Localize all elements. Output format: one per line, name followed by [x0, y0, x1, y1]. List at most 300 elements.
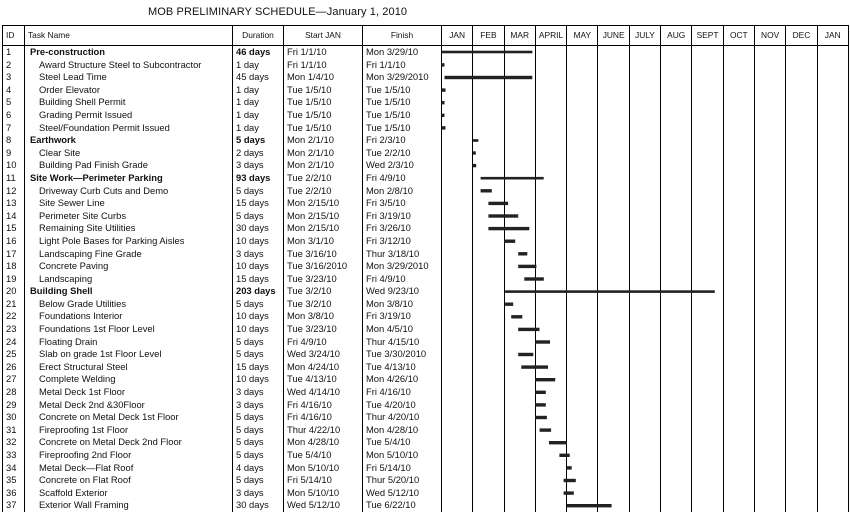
task-start: Tue 3/23/10 [284, 273, 363, 286]
month-cell [786, 373, 817, 386]
schedule-body [3, 46, 849, 512]
task-finish: Fri 3/26/10 [363, 222, 442, 235]
month-cell [598, 109, 629, 122]
month-cell [442, 298, 473, 311]
month-cell [442, 46, 473, 59]
task-row [3, 474, 849, 487]
month-cell [473, 373, 504, 386]
month-cell [692, 273, 723, 286]
month-cell [817, 134, 848, 147]
month-cell [723, 487, 754, 500]
month-cell [692, 487, 723, 500]
month-cell [629, 46, 660, 59]
task-name: Metal Deck 1st Floor [25, 386, 233, 399]
task-row [3, 348, 849, 361]
month-cell [473, 134, 504, 147]
month-cell [567, 487, 598, 500]
month-cell [535, 399, 566, 412]
month-cell [692, 159, 723, 172]
month-cell [786, 336, 817, 349]
task-duration: 10 days [233, 323, 284, 336]
month-cell [723, 147, 754, 160]
task-finish: Mon 3/29/2010 [363, 260, 442, 273]
col-header-month: MAY [567, 26, 598, 46]
month-cell [535, 134, 566, 147]
month-cell [723, 323, 754, 336]
month-cell [535, 185, 566, 198]
task-start: Mon 4/24/10 [284, 361, 363, 374]
col-header-start: Start JAN [284, 26, 363, 46]
month-cell [786, 197, 817, 210]
task-duration: 1 day [233, 109, 284, 122]
month-cell [598, 134, 629, 147]
month-cell [723, 248, 754, 261]
month-cell [817, 310, 848, 323]
task-duration: 203 days [233, 285, 284, 298]
month-cell [692, 411, 723, 424]
task-duration: 3 days [233, 487, 284, 500]
month-cell [754, 411, 785, 424]
month-cell [817, 122, 848, 135]
task-id: 5 [3, 96, 25, 109]
month-cell [473, 361, 504, 374]
month-cell [692, 386, 723, 399]
month-cell [442, 373, 473, 386]
month-cell [442, 411, 473, 424]
month-cell [535, 172, 566, 185]
month-cell [723, 235, 754, 248]
month-cell [504, 285, 535, 298]
month-cell [504, 348, 535, 361]
month-cell [442, 323, 473, 336]
col-header-month: MAR [504, 26, 535, 46]
month-cell [817, 235, 848, 248]
month-cell [692, 172, 723, 185]
month-cell [817, 336, 848, 349]
month-cell [629, 159, 660, 172]
month-cell [754, 96, 785, 109]
month-cell [473, 323, 504, 336]
month-cell [786, 474, 817, 487]
task-duration: 3 days [233, 248, 284, 261]
task-row [3, 411, 849, 424]
month-cell [817, 499, 848, 512]
month-cell [692, 336, 723, 349]
month-cell [754, 361, 785, 374]
month-cell [598, 248, 629, 261]
month-cell [629, 273, 660, 286]
month-cell [442, 436, 473, 449]
task-row [3, 310, 849, 323]
month-cell [817, 210, 848, 223]
month-cell [504, 361, 535, 374]
month-cell [535, 96, 566, 109]
month-cell [442, 96, 473, 109]
month-cell [473, 172, 504, 185]
col-header-month: AUG [661, 26, 692, 46]
month-cell [473, 197, 504, 210]
task-row [3, 172, 849, 185]
month-cell [504, 147, 535, 160]
month-cell [629, 260, 660, 273]
month-cell [723, 424, 754, 437]
month-cell [661, 109, 692, 122]
month-cell [535, 386, 566, 399]
month-cell [535, 285, 566, 298]
task-start: Tue 1/5/10 [284, 96, 363, 109]
task-duration: 5 days [233, 411, 284, 424]
month-cell [817, 109, 848, 122]
month-cell [504, 323, 535, 336]
task-row [3, 46, 849, 59]
task-id: 21 [3, 298, 25, 311]
month-cell [598, 172, 629, 185]
month-cell [754, 109, 785, 122]
month-cell [786, 348, 817, 361]
task-name: Fireproofing 1st Floor [25, 424, 233, 437]
month-cell [629, 134, 660, 147]
month-cell [754, 185, 785, 198]
task-id: 26 [3, 361, 25, 374]
month-cell [817, 298, 848, 311]
task-name: Steel Lead Time [25, 71, 233, 84]
month-cell [598, 462, 629, 475]
month-cell [473, 348, 504, 361]
month-cell [567, 122, 598, 135]
task-duration: 15 days [233, 361, 284, 374]
task-name: Concrete Paving [25, 260, 233, 273]
month-cell [661, 147, 692, 160]
month-cell [504, 210, 535, 223]
task-finish: Thur 5/20/10 [363, 474, 442, 487]
month-cell [786, 109, 817, 122]
month-cell [817, 159, 848, 172]
task-row [3, 499, 849, 512]
month-cell [567, 248, 598, 261]
month-cell [567, 285, 598, 298]
task-start: Tue 1/5/10 [284, 109, 363, 122]
month-cell [442, 285, 473, 298]
month-cell [661, 59, 692, 72]
task-id: 3 [3, 71, 25, 84]
month-cell [442, 172, 473, 185]
month-cell [692, 122, 723, 135]
month-cell [598, 96, 629, 109]
month-cell [754, 285, 785, 298]
month-cell [442, 59, 473, 72]
task-start: Tue 4/13/10 [284, 373, 363, 386]
month-cell [629, 310, 660, 323]
month-cell [786, 235, 817, 248]
month-cell [723, 436, 754, 449]
month-cell [817, 71, 848, 84]
task-row [3, 59, 849, 72]
month-cell [817, 487, 848, 500]
month-cell [473, 298, 504, 311]
month-cell [786, 172, 817, 185]
task-name: Fireproofing 2nd Floor [25, 449, 233, 462]
month-cell [786, 285, 817, 298]
task-id: 29 [3, 399, 25, 412]
month-cell [754, 424, 785, 437]
month-cell [598, 336, 629, 349]
month-cell [754, 298, 785, 311]
month-cell [629, 235, 660, 248]
month-cell [504, 122, 535, 135]
task-id: 19 [3, 273, 25, 286]
task-name: Complete Welding [25, 373, 233, 386]
task-start: Mon 2/15/10 [284, 197, 363, 210]
month-cell [442, 134, 473, 147]
task-row [3, 462, 849, 475]
task-duration: 5 days [233, 134, 284, 147]
month-cell [723, 84, 754, 97]
month-cell [661, 298, 692, 311]
month-cell [817, 46, 848, 59]
month-cell [723, 134, 754, 147]
task-finish: Mon 5/10/10 [363, 449, 442, 462]
month-cell [567, 134, 598, 147]
month-cell [504, 474, 535, 487]
month-cell [535, 210, 566, 223]
task-id: 1 [3, 46, 25, 59]
month-cell [786, 399, 817, 412]
col-header-month: NOV [754, 26, 785, 46]
month-cell [754, 436, 785, 449]
task-name: Building Shell Permit [25, 96, 233, 109]
task-finish: Fri 4/9/10 [363, 273, 442, 286]
task-duration: 4 days [233, 462, 284, 475]
task-finish: Mon 4/5/10 [363, 323, 442, 336]
month-cell [817, 323, 848, 336]
month-cell [535, 84, 566, 97]
task-finish: Tue 1/5/10 [363, 84, 442, 97]
task-finish: Fri 1/1/10 [363, 59, 442, 72]
month-cell [786, 46, 817, 59]
month-cell [567, 59, 598, 72]
month-cell [598, 436, 629, 449]
task-finish: Tue 1/5/10 [363, 122, 442, 135]
month-cell [473, 336, 504, 349]
month-cell [754, 462, 785, 475]
task-row [3, 147, 849, 160]
month-cell [786, 462, 817, 475]
month-cell [786, 499, 817, 512]
task-duration: 15 days [233, 197, 284, 210]
month-cell [723, 298, 754, 311]
task-id: 18 [3, 260, 25, 273]
month-cell [692, 462, 723, 475]
task-start: Mon 3/1/10 [284, 235, 363, 248]
month-cell [661, 411, 692, 424]
month-cell [535, 46, 566, 59]
task-id: 4 [3, 84, 25, 97]
task-id: 35 [3, 474, 25, 487]
month-cell [535, 323, 566, 336]
task-id: 14 [3, 210, 25, 223]
month-cell [535, 436, 566, 449]
month-cell [567, 436, 598, 449]
task-name: Pre-construction [25, 46, 233, 59]
month-cell [754, 46, 785, 59]
month-cell [473, 109, 504, 122]
task-finish: Wed 5/12/10 [363, 487, 442, 500]
month-cell [723, 260, 754, 273]
month-cell [442, 260, 473, 273]
month-cell [786, 96, 817, 109]
task-duration: 1 day [233, 84, 284, 97]
month-cell [504, 71, 535, 84]
task-duration: 30 days [233, 499, 284, 512]
month-cell [535, 424, 566, 437]
month-cell [692, 436, 723, 449]
task-row [3, 373, 849, 386]
task-duration: 2 days [233, 147, 284, 160]
task-finish: Fri 3/19/10 [363, 310, 442, 323]
month-cell [567, 222, 598, 235]
task-finish: Wed 9/23/10 [363, 285, 442, 298]
month-cell [754, 210, 785, 223]
month-cell [567, 474, 598, 487]
task-name: Slab on grade 1st Floor Level [25, 348, 233, 361]
month-cell [661, 248, 692, 261]
month-cell [567, 310, 598, 323]
month-cell [817, 273, 848, 286]
month-cell [692, 210, 723, 223]
month-cell [786, 147, 817, 160]
task-start: Tue 2/2/10 [284, 185, 363, 198]
task-name: Steel/Foundation Permit Issued [25, 122, 233, 135]
task-row [3, 96, 849, 109]
task-duration: 1 day [233, 96, 284, 109]
month-cell [535, 348, 566, 361]
month-cell [567, 147, 598, 160]
task-name: Building Pad Finish Grade [25, 159, 233, 172]
month-cell [817, 84, 848, 97]
month-cell [442, 348, 473, 361]
month-cell [754, 172, 785, 185]
task-start: Fri 5/14/10 [284, 474, 363, 487]
task-row [3, 222, 849, 235]
month-cell [473, 273, 504, 286]
month-cell [473, 424, 504, 437]
month-cell [567, 185, 598, 198]
month-cell [535, 487, 566, 500]
month-cell [535, 235, 566, 248]
month-cell [598, 210, 629, 223]
col-header-task: Task Name [25, 26, 233, 46]
col-header-month: APRIL [535, 26, 566, 46]
month-cell [817, 399, 848, 412]
task-finish: Tue 2/2/10 [363, 147, 442, 160]
task-finish: Tue 6/22/10 [363, 499, 442, 512]
month-cell [692, 449, 723, 462]
month-cell [598, 285, 629, 298]
schedule-table [2, 25, 849, 512]
task-duration: 5 days [233, 336, 284, 349]
month-cell [598, 499, 629, 512]
task-finish: Fri 3/5/10 [363, 197, 442, 210]
month-cell [442, 248, 473, 261]
month-cell [442, 71, 473, 84]
task-row [3, 449, 849, 462]
month-cell [473, 411, 504, 424]
task-id: 34 [3, 462, 25, 475]
task-id: 23 [3, 323, 25, 336]
month-cell [598, 411, 629, 424]
month-cell [661, 260, 692, 273]
month-cell [567, 361, 598, 374]
month-cell [598, 46, 629, 59]
task-row [3, 386, 849, 399]
month-cell [598, 84, 629, 97]
month-cell [442, 399, 473, 412]
month-cell [723, 399, 754, 412]
month-cell [692, 310, 723, 323]
month-cell [442, 147, 473, 160]
task-finish: Tue 4/13/10 [363, 361, 442, 374]
task-row [3, 235, 849, 248]
month-cell [723, 411, 754, 424]
month-cell [817, 449, 848, 462]
month-cell [817, 96, 848, 109]
month-cell [817, 197, 848, 210]
task-name: Earthwork [25, 134, 233, 147]
task-name: Clear Site [25, 147, 233, 160]
month-cell [504, 449, 535, 462]
month-cell [692, 424, 723, 437]
month-cell [598, 197, 629, 210]
month-cell [692, 260, 723, 273]
month-cell [567, 96, 598, 109]
task-id: 32 [3, 436, 25, 449]
task-name: Landscaping [25, 273, 233, 286]
month-cell [754, 197, 785, 210]
month-cell [442, 197, 473, 210]
task-duration: 10 days [233, 235, 284, 248]
month-cell [692, 235, 723, 248]
task-start: Mon 2/15/10 [284, 222, 363, 235]
month-cell [754, 134, 785, 147]
month-cell [473, 210, 504, 223]
task-row [3, 197, 849, 210]
task-name: Site Sewer Line [25, 197, 233, 210]
col-header-finish: Finish [363, 26, 442, 46]
month-cell [567, 197, 598, 210]
month-cell [723, 474, 754, 487]
month-cell [754, 348, 785, 361]
month-cell [504, 159, 535, 172]
month-cell [723, 185, 754, 198]
month-cell [661, 96, 692, 109]
month-cell [504, 336, 535, 349]
task-id: 25 [3, 348, 25, 361]
task-row [3, 361, 849, 374]
task-row [3, 273, 849, 286]
task-row [3, 436, 849, 449]
month-cell [661, 134, 692, 147]
month-cell [567, 235, 598, 248]
month-cell [598, 185, 629, 198]
task-id: 2 [3, 59, 25, 72]
col-header-month: JAN [442, 26, 473, 46]
month-cell [661, 84, 692, 97]
month-cell [629, 399, 660, 412]
month-cell [504, 235, 535, 248]
month-cell [598, 449, 629, 462]
task-id: 33 [3, 449, 25, 462]
month-cell [661, 436, 692, 449]
